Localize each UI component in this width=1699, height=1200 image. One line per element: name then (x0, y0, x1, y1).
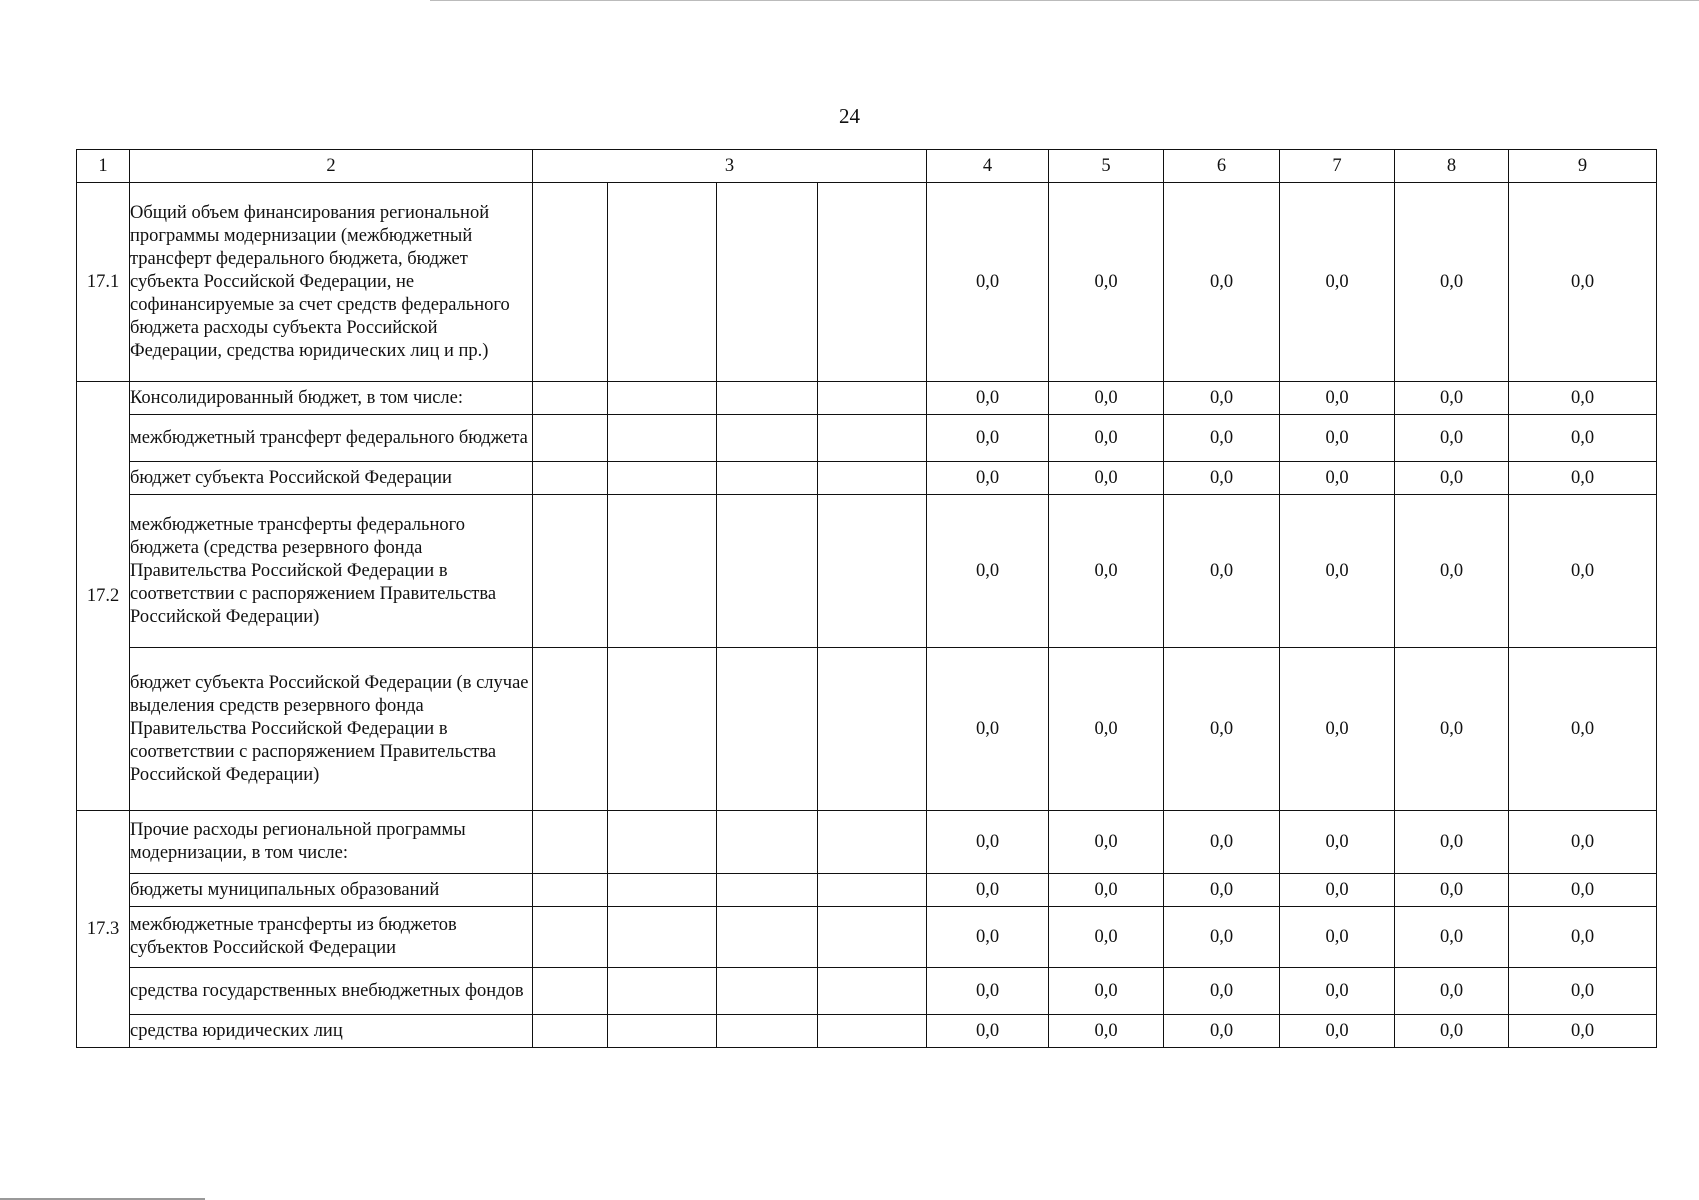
value-cell: 0,0 (1509, 415, 1657, 462)
row-description: бюджет субъекта Российской Федерации (130, 462, 533, 495)
row-description: Консолидированный бюджет, в том числе: (130, 382, 533, 415)
header-col-8: 8 (1395, 150, 1509, 183)
value-cell: 0,0 (927, 382, 1049, 415)
value-cell: 0,0 (1509, 874, 1657, 907)
empty-cell (608, 382, 717, 415)
table-row (77, 811, 1657, 874)
value-cell: 0,0 (1164, 382, 1280, 415)
header-row (77, 150, 1657, 183)
empty-cell (818, 874, 927, 907)
row-description: межбюджетные трансферты федерального бюджета (средства резервного фонда Правительства Российской Федерации в соответствии с распоряжением Правительства Российской Федерации) (130, 495, 533, 648)
value-cell: 0,0 (927, 183, 1049, 382)
value-cell: 0,0 (1509, 382, 1657, 415)
row-description: бюджет субъекта Российской Федерации (в случае выделения средств резервного фонда Правительства Российской Федерации в соответствии с распоряжением Правительства Российской Федерации) (130, 648, 533, 811)
empty-cell (608, 415, 717, 462)
row-description: Прочие расходы региональной программы модернизации, в том числе: (130, 811, 533, 874)
value-cell: 0,0 (1280, 382, 1395, 415)
row-description: межбюджетный трансферт федерального бюджета (130, 415, 533, 462)
empty-cell (533, 462, 608, 495)
row-number: 17.2 (77, 382, 130, 811)
table-row (77, 968, 1657, 1015)
empty-cell (533, 968, 608, 1015)
value-cell: 0,0 (1164, 874, 1280, 907)
empty-cell (533, 874, 608, 907)
empty-cell (717, 968, 818, 1015)
empty-cell (608, 495, 717, 648)
value-cell: 0,0 (1049, 648, 1164, 811)
header-col-3: 3 (533, 150, 927, 183)
value-cell: 0,0 (1164, 968, 1280, 1015)
value-cell: 0,0 (1509, 648, 1657, 811)
row-description: Общий объем финансирования региональной программы модернизации (межбюджетный трансферт федерального бюджета, бюджет субъекта Российской Федерации, не софинансируемые за счет средств федерального бюджета расходы субъекта Российской Федерации, средства юридических лиц и пр.) (130, 183, 533, 382)
empty-cell (608, 648, 717, 811)
empty-cell (533, 907, 608, 968)
value-cell: 0,0 (1509, 495, 1657, 648)
value-cell: 0,0 (1395, 811, 1509, 874)
empty-cell (608, 968, 717, 1015)
value-cell: 0,0 (1509, 907, 1657, 968)
value-cell: 0,0 (1395, 382, 1509, 415)
empty-cell (818, 495, 927, 648)
value-cell: 0,0 (1049, 1015, 1164, 1048)
empty-cell (717, 495, 818, 648)
empty-cell (717, 1015, 818, 1048)
header-col-5: 5 (1049, 150, 1164, 183)
table-row (77, 382, 1657, 415)
empty-cell (717, 382, 818, 415)
value-cell: 0,0 (1280, 495, 1395, 648)
empty-cell (818, 415, 927, 462)
value-cell: 0,0 (1280, 462, 1395, 495)
page-number: 24 (839, 104, 860, 128)
value-cell: 0,0 (1395, 907, 1509, 968)
empty-cell (818, 811, 927, 874)
table-row (77, 1015, 1657, 1048)
value-cell: 0,0 (1164, 462, 1280, 495)
value-cell: 0,0 (1164, 811, 1280, 874)
value-cell: 0,0 (1395, 648, 1509, 811)
value-cell: 0,0 (1164, 495, 1280, 648)
table-row (77, 874, 1657, 907)
value-cell: 0,0 (927, 462, 1049, 495)
empty-cell (717, 415, 818, 462)
value-cell: 0,0 (1395, 495, 1509, 648)
empty-cell (608, 874, 717, 907)
value-cell: 0,0 (1280, 907, 1395, 968)
value-cell: 0,0 (927, 648, 1049, 811)
empty-cell (717, 811, 818, 874)
budget-table (76, 149, 1657, 1048)
value-cell: 0,0 (927, 968, 1049, 1015)
row-number: 17.3 (77, 811, 130, 1048)
value-cell: 0,0 (1509, 811, 1657, 874)
value-cell: 0,0 (1395, 1015, 1509, 1048)
empty-cell (608, 1015, 717, 1048)
value-cell: 0,0 (1395, 415, 1509, 462)
table-row (77, 907, 1657, 968)
header-col-1: 1 (77, 150, 130, 183)
table-row (77, 415, 1657, 462)
value-cell: 0,0 (927, 495, 1049, 648)
value-cell: 0,0 (1509, 462, 1657, 495)
row-number: 17.1 (77, 183, 130, 382)
header-col-4: 4 (927, 150, 1049, 183)
value-cell: 0,0 (1049, 907, 1164, 968)
top-scan-rule (430, 0, 1699, 1)
table-row (77, 495, 1657, 648)
value-cell: 0,0 (927, 415, 1049, 462)
empty-cell (717, 907, 818, 968)
empty-cell (818, 648, 927, 811)
empty-cell (533, 495, 608, 648)
value-cell: 0,0 (1280, 648, 1395, 811)
empty-cell (818, 1015, 927, 1048)
table-row (77, 648, 1657, 811)
empty-cell (533, 1015, 608, 1048)
value-cell: 0,0 (1280, 415, 1395, 462)
value-cell: 0,0 (1509, 1015, 1657, 1048)
value-cell: 0,0 (1395, 462, 1509, 495)
empty-cell (533, 811, 608, 874)
value-cell: 0,0 (1164, 648, 1280, 811)
value-cell: 0,0 (1049, 382, 1164, 415)
header-col-6: 6 (1164, 150, 1280, 183)
empty-cell (717, 183, 818, 382)
value-cell: 0,0 (1164, 907, 1280, 968)
value-cell: 0,0 (1509, 183, 1657, 382)
empty-cell (533, 648, 608, 811)
empty-cell (533, 415, 608, 462)
value-cell: 0,0 (1509, 968, 1657, 1015)
value-cell: 0,0 (1049, 811, 1164, 874)
header-col-9: 9 (1509, 150, 1657, 183)
empty-cell (608, 811, 717, 874)
empty-cell (608, 183, 717, 382)
empty-cell (533, 382, 608, 415)
empty-cell (818, 183, 927, 382)
value-cell: 0,0 (1049, 495, 1164, 648)
empty-cell (608, 462, 717, 495)
value-cell: 0,0 (927, 811, 1049, 874)
header-col-2: 2 (130, 150, 533, 183)
empty-cell (818, 968, 927, 1015)
header-col-7: 7 (1280, 150, 1395, 183)
value-cell: 0,0 (1049, 968, 1164, 1015)
value-cell: 0,0 (1280, 183, 1395, 382)
row-description: средства государственных внебюджетных фондов (130, 968, 533, 1015)
value-cell: 0,0 (1280, 811, 1395, 874)
value-cell: 0,0 (1395, 183, 1509, 382)
table-row (77, 183, 1657, 382)
value-cell: 0,0 (1164, 183, 1280, 382)
value-cell: 0,0 (1049, 183, 1164, 382)
value-cell: 0,0 (1049, 415, 1164, 462)
empty-cell (717, 648, 818, 811)
empty-cell (717, 462, 818, 495)
empty-cell (608, 907, 717, 968)
value-cell: 0,0 (1280, 874, 1395, 907)
value-cell: 0,0 (1280, 968, 1395, 1015)
value-cell: 0,0 (1164, 415, 1280, 462)
value-cell: 0,0 (927, 874, 1049, 907)
value-cell: 0,0 (1164, 1015, 1280, 1048)
value-cell: 0,0 (927, 1015, 1049, 1048)
value-cell: 0,0 (1395, 874, 1509, 907)
row-description: межбюджетные трансферты из бюджетов субъектов Российской Федерации (130, 907, 533, 968)
empty-cell (818, 907, 927, 968)
value-cell: 0,0 (1395, 968, 1509, 1015)
row-description: бюджеты муниципальных образований (130, 874, 533, 907)
value-cell: 0,0 (1049, 874, 1164, 907)
value-cell: 0,0 (1280, 1015, 1395, 1048)
table-row (77, 462, 1657, 495)
empty-cell (717, 874, 818, 907)
value-cell: 0,0 (1049, 462, 1164, 495)
row-description: средства юридических лиц (130, 1015, 533, 1048)
value-cell: 0,0 (927, 907, 1049, 968)
empty-cell (818, 462, 927, 495)
empty-cell (533, 183, 608, 382)
empty-cell (818, 382, 927, 415)
